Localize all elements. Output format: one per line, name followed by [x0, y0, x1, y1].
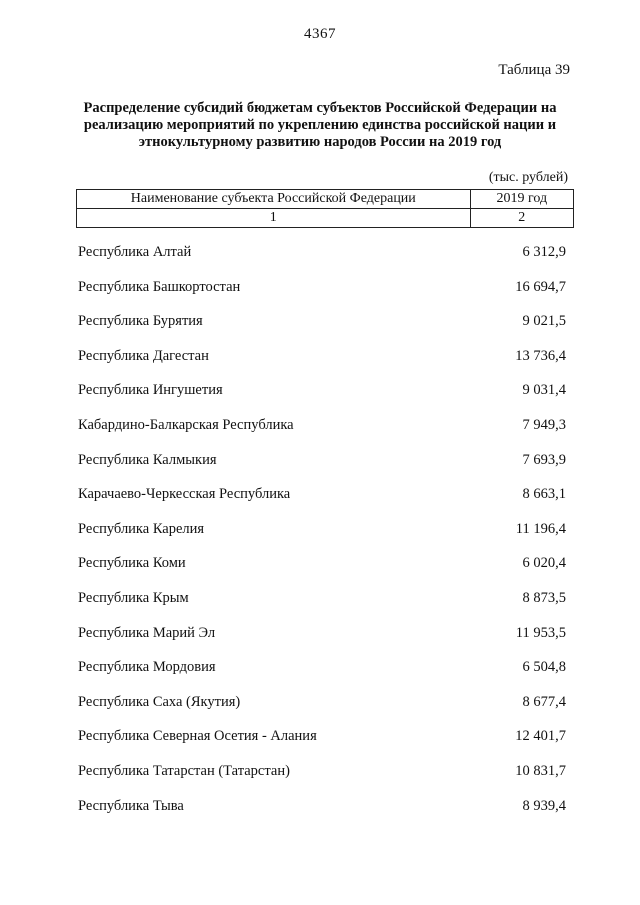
row-value: 7 949,3 [522, 416, 566, 433]
row-value: 8 873,5 [522, 589, 566, 606]
table-row [78, 728, 566, 763]
row-value: 13 736,4 [515, 347, 566, 364]
units-label: (тыс. рублей) [488, 170, 568, 185]
row-subject-name: Республика Северная Осетия - Алания [78, 728, 317, 745]
row-value: 16 694,7 [515, 278, 566, 295]
row-value: 12 401,7 [515, 728, 566, 745]
document-title-line: Распределение субсидий бюджетам субъектов Российской Федерации на [83, 100, 557, 116]
row-value: 7 693,9 [522, 451, 566, 468]
row-subject-name: Республика Крым [78, 589, 189, 606]
row-subject-name: Республика Коми [78, 555, 186, 572]
table-row [78, 694, 566, 729]
table-row [78, 417, 566, 452]
table-row [78, 348, 566, 383]
row-value: 10 831,7 [515, 762, 566, 779]
row-value: 11 953,5 [515, 624, 566, 641]
column-number-year: 2 [470, 209, 573, 228]
document-title [60, 100, 580, 151]
table-row [78, 452, 566, 487]
table-row [78, 798, 566, 833]
row-value: 6 312,9 [522, 244, 566, 260]
document-title-line: этнокультурному развитию народов России на 2019 год [138, 134, 502, 150]
table-column-numbers-row [77, 209, 574, 228]
row-value: 8 939,4 [522, 797, 566, 814]
table-row [78, 313, 566, 348]
table-row [78, 521, 566, 556]
row-subject-name: Республика Калмыкия [78, 451, 217, 468]
row-subject-name: Карачаево-Черкесская Республика [78, 486, 291, 503]
row-subject-name: Республика Карелия [78, 520, 205, 537]
row-subject-name: Республика Ингушетия [78, 382, 223, 399]
row-value: 8 677,4 [522, 693, 566, 710]
row-value: 11 196,4 [515, 520, 566, 537]
table-row [78, 555, 566, 590]
row-subject-name: Республика Татарстан (Татарстан) [78, 762, 290, 779]
row-subject-name: Республика Тыва [78, 797, 184, 814]
row-value: 9 031,4 [522, 382, 566, 399]
row-value: 8 663,1 [522, 486, 566, 503]
table-row [78, 659, 566, 694]
table-row [78, 590, 566, 625]
page-number: 4367 [304, 26, 336, 42]
column-number-name: 1 [77, 209, 471, 228]
row-value: 6 020,4 [522, 555, 566, 572]
table-row [78, 279, 566, 314]
table-body [78, 244, 566, 832]
table-row [78, 382, 566, 417]
row-subject-name: Республика Саха (Якутия) [78, 693, 241, 710]
column-header-year: 2019 год [470, 190, 573, 209]
row-subject-name: Республика Алтай [78, 244, 192, 260]
table-header-row [77, 190, 574, 209]
document-title-line: реализацию мероприятий по укреплению единства российской нации и [83, 117, 557, 133]
row-subject-name: Республика Бурятия [78, 313, 203, 330]
table-row [78, 244, 566, 279]
row-subject-name: Республика Дагестан [78, 347, 209, 364]
table-label: Таблица 39 [498, 62, 570, 78]
table-row [78, 625, 566, 660]
column-header-name: Наименование субъекта Российской Федерации [77, 190, 471, 209]
table-header [76, 189, 574, 228]
row-subject-name: Республика Марий Эл [78, 624, 216, 641]
table-row [78, 763, 566, 798]
row-subject-name: Республика Мордовия [78, 659, 216, 676]
row-subject-name: Кабардино-Балкарская Республика [78, 416, 294, 433]
row-subject-name: Республика Башкортостан [78, 278, 241, 295]
row-value: 6 504,8 [522, 659, 566, 676]
table-row [78, 486, 566, 521]
row-value: 9 021,5 [522, 313, 566, 330]
